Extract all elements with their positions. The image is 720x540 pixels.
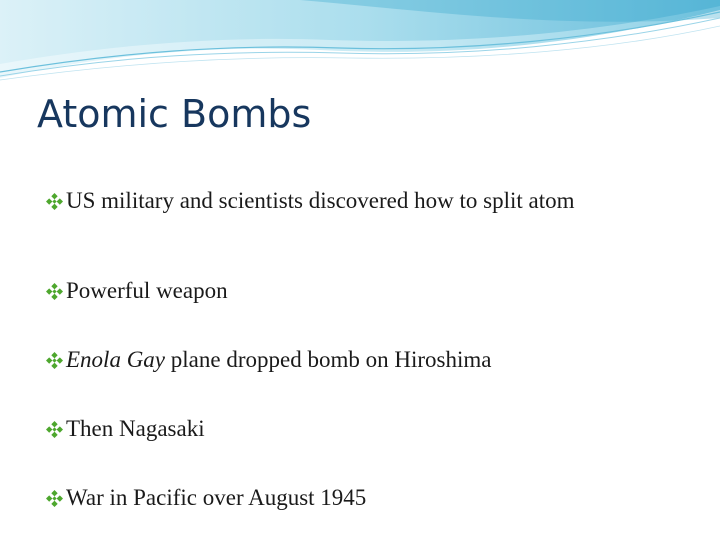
diamond-quad-bullet-icon bbox=[46, 490, 63, 507]
header-wave-decoration bbox=[0, 0, 720, 90]
bullet-emphasis-text: Enola Gay bbox=[66, 347, 166, 372]
diamond-quad-bullet-icon bbox=[46, 283, 63, 300]
bullet-text: US military and scientists discovered how to split atom bbox=[66, 188, 575, 213]
bullet-item bbox=[46, 278, 646, 347]
bullet-list bbox=[46, 188, 646, 511]
diamond-quad-bullet-icon bbox=[46, 193, 63, 210]
bullet-text: Then Nagasaki bbox=[66, 416, 205, 441]
bullet-item bbox=[46, 485, 646, 511]
slide-title: Atomic Bombs bbox=[37, 92, 312, 136]
bullet-text: Powerful weapon bbox=[66, 278, 228, 303]
bullet-item bbox=[46, 188, 646, 278]
bullet-text: plane dropped bomb on Hiroshima bbox=[165, 347, 492, 372]
bullet-item bbox=[46, 347, 646, 416]
bullet-text: War in Pacific over August 1945 bbox=[66, 485, 367, 510]
diamond-quad-bullet-icon bbox=[46, 421, 63, 438]
bullet-item bbox=[46, 416, 646, 485]
diamond-quad-bullet-icon bbox=[46, 352, 63, 369]
